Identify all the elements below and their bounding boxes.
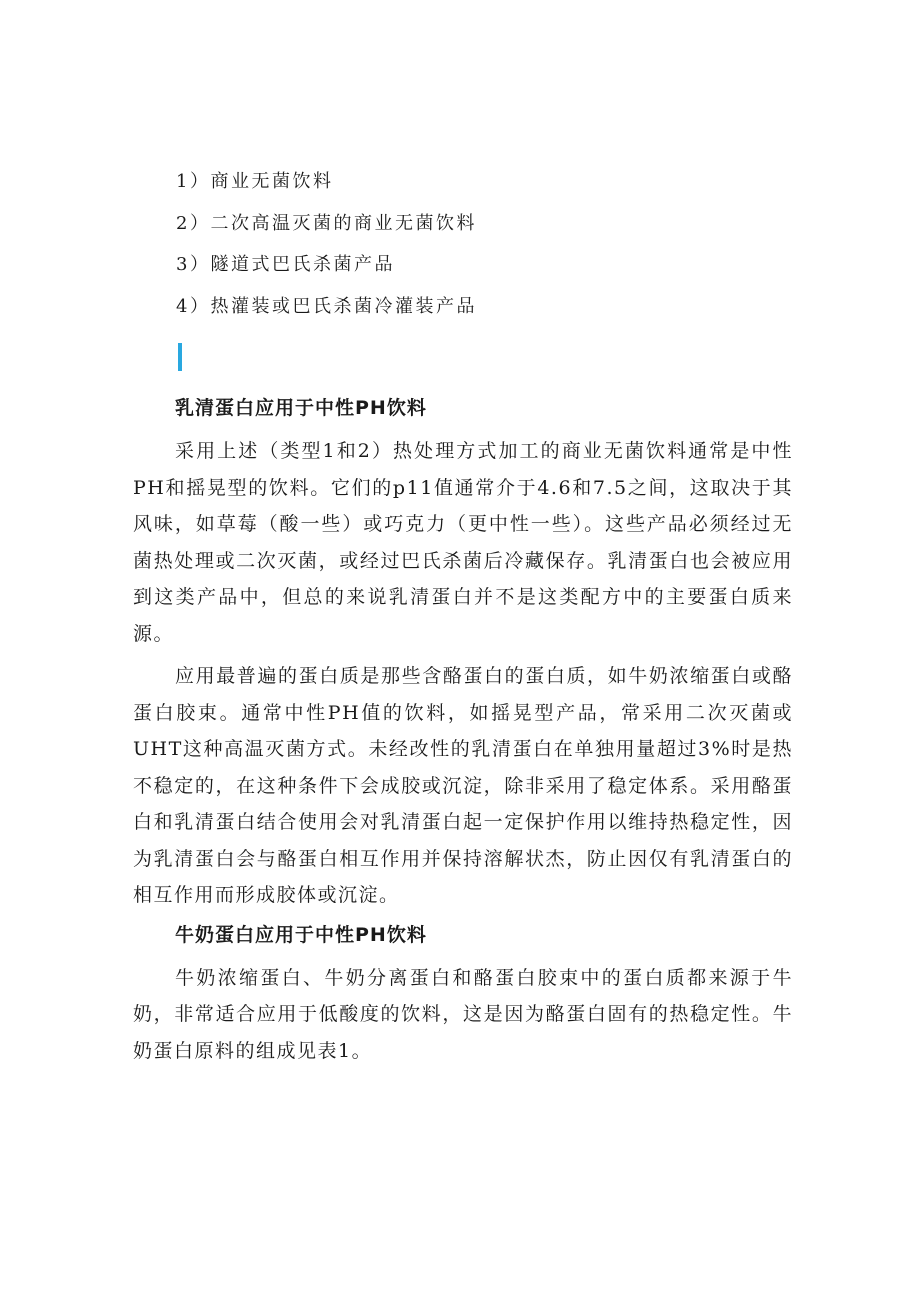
list-item: 1）商业无菌饮料	[176, 171, 334, 192]
list-item: 4）热灌装或巴氏杀菌冷灌装产品	[176, 295, 477, 317]
section-accent-bar	[178, 343, 182, 371]
heat-treatment-list	[176, 168, 776, 334]
section-heading-milk: 牛奶蛋白应用于中性PH饮料	[175, 923, 427, 946]
paragraph: 采用上述（类型1和2）热处理方式加工的商业无菌饮料通常是中性PH和摇晃型的饮料。它们的p11值通常介于4.6和7.5之间，这取决于其风味，如草莓（酸一些）或巧克力（更中性一些）。这些产品必须经过无菌热处理或二次灭菌，或经过巴氏杀菌后冷藏保存。乳清蛋白也会被应用到这类产品中，但总的来说乳清蛋白并不是这类配方中的主要蛋白质来源。	[133, 440, 793, 645]
list-item: 2）二次高温灭菌的商业无菌饮料	[176, 212, 477, 234]
paragraph: 应用最普遍的蛋白质是那些含酪蛋白的蛋白质，如牛奶浓缩蛋白或酪蛋白胶束。通常中性PH值的饮料，如摇晃型产品，常采用二次灭菌或UHT这种高温灭菌方式。未经改性的乳清蛋白在单独用量超过3%时是热不稳定的，在这种条件下会成胶或沉淀，除非采用了稳定体系。采用酪蛋白和乳清蛋白结合使用会对乳清蛋白起一定保护作用以维持热稳定性，因为乳清蛋白会与酪蛋白相互作用并保持溶解状杰，防止因仅有乳清蛋白的相互作用而形成胶体或沉淀。	[133, 665, 793, 906]
document-body	[133, 393, 793, 1075]
section-heading-whey: 乳清蛋白应用于中性PH饮料	[175, 397, 427, 419]
list-item: 3）隧道式巴氏杀菌产品	[176, 254, 395, 275]
paragraph: 牛奶浓缩蛋白、牛奶分离蛋白和酪蛋白胶束中的蛋白质都来源于牛奶，非常适合应用于低酸度的饮料，这是因为酪蛋白固有的热稳定性。牛奶蛋白原料的组成见表1。	[133, 966, 793, 1062]
